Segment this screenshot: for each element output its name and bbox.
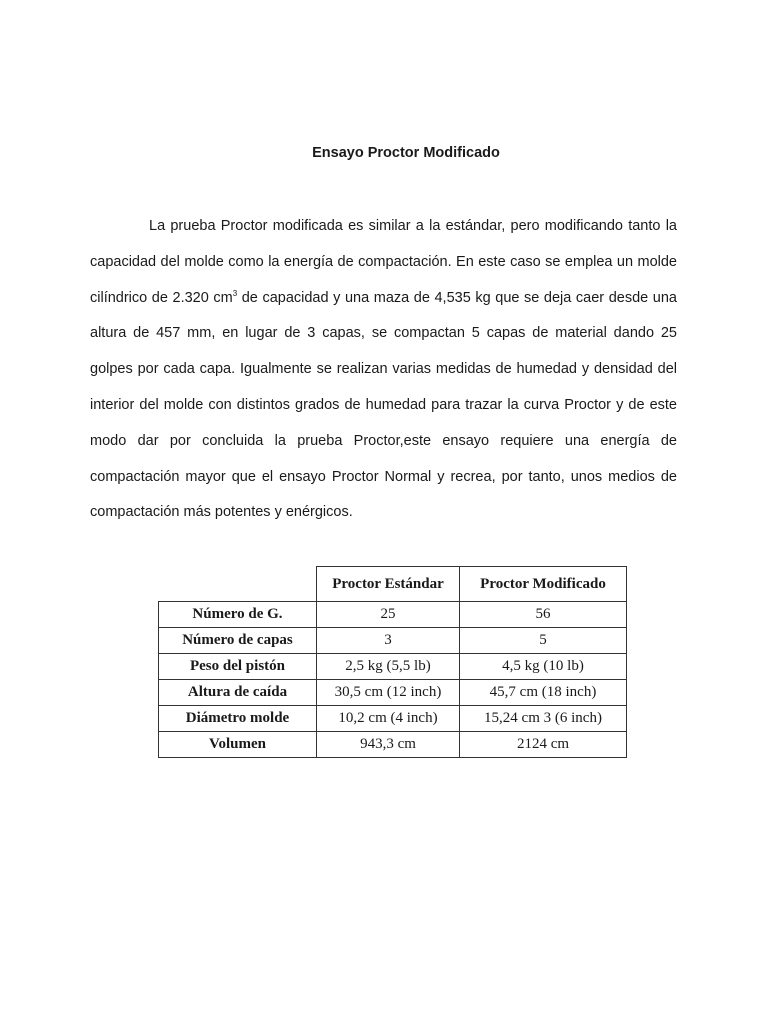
cell-estandar: 30,5 cm (12 inch) — [317, 680, 460, 706]
paragraph-text-part1: La prueba Proctor modificada es similar a la estándar, pero modificando tanto la capacidad del molde como la energía de compactación. En este caso se emplea un molde cilíndrico de 2.320 cm — [90, 218, 677, 306]
cell-modificado: 56 — [460, 602, 627, 628]
row-label: Peso del pistón — [159, 654, 317, 680]
cell-estandar: 3 — [317, 628, 460, 654]
row-label: Diámetro molde — [159, 706, 317, 732]
cell-modificado: 4,5 kg (10 lb) — [460, 654, 627, 680]
cell-modificado: 15,24 cm 3 (6 inch) — [460, 706, 627, 732]
table-row — [159, 706, 627, 732]
header-proctor-modificado: Proctor Modificado — [460, 567, 627, 602]
table-row — [159, 602, 627, 628]
table-row — [159, 732, 627, 758]
table-corner-cell — [159, 567, 317, 602]
row-label: Número de G. — [159, 602, 317, 628]
row-label: Volumen — [159, 732, 317, 758]
cell-estandar: 943,3 cm — [317, 732, 460, 758]
cell-modificado: 5 — [460, 628, 627, 654]
cell-modificado: 2124 cm — [460, 732, 627, 758]
document-title: Ensayo Proctor Modificado — [312, 145, 500, 161]
superscript-three: 3 — [232, 288, 238, 298]
paragraph-text-part2: de capacidad y una maza de 4,535 kg que se deja caer desde una altura de 457 mm, en lugar de 3 capas, se compactan 5 capas de material dando 25 golpes por cada capa. Igualmente se realizan varias medidas de humedad y densidad del interior del molde con distintos grados de humedad para trazar la curva Proctor y de este modo dar por concluida la prueba Proctor,este ensayo requiere una energía de compactación mayor que el ensayo Proctor Normal y recrea, por tanto, unos medios de compactación más potentes y enérgicos. — [90, 289, 677, 521]
table-row — [159, 680, 627, 706]
row-label: Altura de caída — [159, 680, 317, 706]
header-proctor-estandar: Proctor Estándar — [317, 567, 460, 602]
cell-estandar: 2,5 kg (5,5 lb) — [317, 654, 460, 680]
cell-estandar: 25 — [317, 602, 460, 628]
table-row — [159, 654, 627, 680]
row-label: Número de capas — [159, 628, 317, 654]
table-row — [159, 628, 627, 654]
table-header-row — [159, 567, 627, 602]
comparison-table — [158, 566, 627, 758]
cell-estandar: 10,2 cm (4 inch) — [317, 706, 460, 732]
cell-modificado: 45,7 cm (18 inch) — [460, 680, 627, 706]
body-paragraph — [90, 209, 677, 531]
